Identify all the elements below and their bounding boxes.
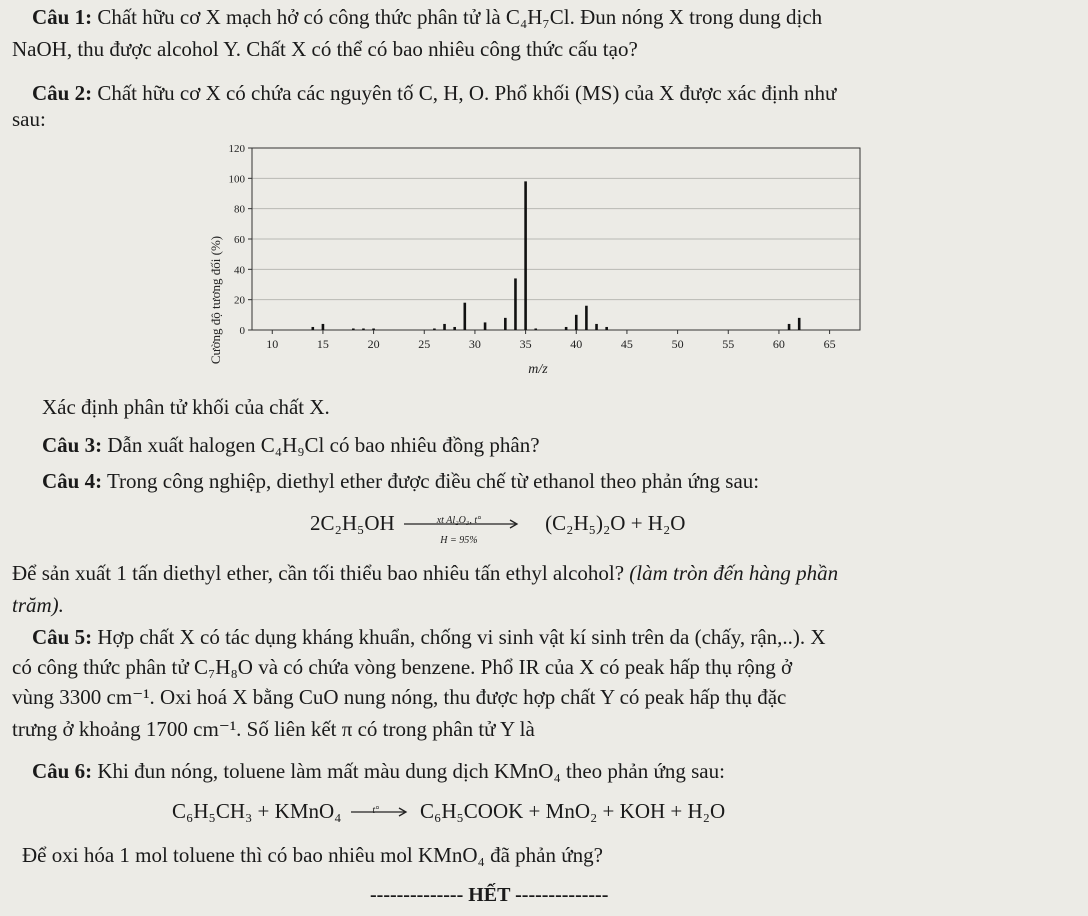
- q1-line1: [32, 4, 822, 30]
- end-marker: [370, 884, 608, 907]
- q4-note2: trăm).: [12, 593, 64, 617]
- y-tick-label-80: 80: [234, 203, 245, 216]
- y-tick-label-100: 100: [228, 173, 245, 186]
- q2-text1: Chất hữu cơ X có chứa các nguyên tố C, H, O. Phổ khối (MS) của X được xác định như: [97, 81, 837, 105]
- q5-line3: vùng 3300 cm⁻¹. Oxi hoá X bằng CuO nung nóng, thu được hợp chất Y có peak hấp thụ đặc: [12, 685, 787, 709]
- x-tick-label-10: 10: [266, 337, 279, 351]
- y-tick-label-120: 120: [228, 143, 245, 155]
- y-tick-label-60: 60: [234, 234, 245, 246]
- q3-line: [42, 432, 540, 458]
- x-tick-label-55: 55: [722, 337, 735, 351]
- q2-line1: [32, 80, 836, 106]
- q6-arrow: [347, 800, 415, 826]
- q6-label: Câu 6:: [32, 759, 93, 783]
- q4-line2: [12, 560, 838, 586]
- x-tick-label-30: 30: [468, 337, 481, 351]
- x-axis-label: m/z: [528, 362, 548, 377]
- peak-layer: [313, 181, 799, 330]
- q1-text1: Chất hữu cơ X mạch hở có công thức phân tử là C₄H₇Cl. Đun nóng X trong dung dịch: [97, 5, 823, 29]
- q4-line1: [42, 468, 759, 494]
- q5-label: Câu 5:: [32, 625, 93, 649]
- q1-line2: NaOH, thu được alcohol Y. Chất X có thể có bao nhiêu công thức cấu tạo?: [12, 37, 638, 61]
- x-tick-label-65: 65: [823, 337, 836, 351]
- x-tick-label-15: 15: [316, 337, 329, 351]
- q6-equation: [172, 798, 725, 826]
- end-text: HẾT: [468, 884, 511, 906]
- q4-note1: (làm tròn đến hàng phần: [629, 561, 839, 585]
- q4-arrow: [400, 512, 540, 547]
- q4-text2: Để sản xuất 1 tấn diethyl ether, cần tối thiểu bao nhiêu tấn ethyl alcohol?: [12, 561, 625, 585]
- y-tick-label-0: 0: [239, 325, 245, 337]
- q3-text: Dẫn xuất halogen C₄H₉Cl có bao nhiêu đồng phân?: [107, 433, 540, 457]
- q2-question: Xác định phân tử khối của chất X.: [42, 395, 330, 419]
- q6-text1: Khi đun nóng, toluene làm mất màu dung dịch KMnO₄ theo phản ứng sau:: [97, 759, 725, 783]
- x-tick-label-25: 25: [418, 337, 431, 351]
- q4-eq-cond-bot: H = 95%: [440, 535, 478, 547]
- x-tick-label-60: 60: [772, 337, 785, 351]
- y-tick-label-20: 20: [234, 294, 245, 307]
- y-axis-label: Cường độ tương đối (%): [208, 235, 223, 365]
- q4-label: Câu 4:: [42, 469, 103, 493]
- q6-line2: Để oxi hóa 1 mol toluene thì có bao nhiêu mol KMnO₄ đã phản ứng?: [22, 843, 603, 867]
- q1-label: Câu 1:: [32, 5, 93, 29]
- x-tick-label-50: 50: [671, 337, 684, 351]
- q6-line1: [32, 758, 725, 784]
- grid-layer: [252, 148, 860, 300]
- q4-eq-cond-top: xt Al₂O₃, t°: [436, 515, 482, 527]
- q5-line4: trưng ở khoảng 1700 cm⁻¹. Số liên kết π có trong phân tử Y là: [12, 717, 535, 741]
- x-tick-label-40: 40: [570, 337, 583, 351]
- q5-text1: Hợp chất X có tác dụng kháng khuẩn, chống vi sinh vật kí sinh trên da (chấy, rận,..). X: [97, 625, 826, 649]
- q4-equation: [310, 510, 686, 547]
- y-tick-label-40: 40: [234, 264, 245, 277]
- q6-eq-left: C₆H₅CH₃ + KMnO₄: [172, 799, 342, 823]
- axis-layer: [229, 143, 861, 351]
- q4-eq-right: (C₂H₅)₂O + H₂O: [545, 511, 686, 535]
- q3-label: Câu 3:: [42, 433, 103, 457]
- mass-spectrum-chart: [180, 140, 880, 380]
- x-tick-label-45: 45: [620, 337, 633, 351]
- mass-spectrum-svg: [180, 140, 880, 380]
- q2-label: Câu 2:: [32, 81, 93, 105]
- end-dash-right: --------------: [515, 884, 609, 906]
- q4-text1: Trong công nghiệp, diethyl ether được điều chế từ ethanol theo phản ứng sau:: [106, 469, 760, 493]
- end-dash-left: --------------: [370, 884, 464, 906]
- q5-line1: [32, 624, 826, 650]
- x-tick-label-35: 35: [519, 337, 532, 351]
- x-tick-label-20: 20: [367, 337, 380, 351]
- q2-line2: sau:: [12, 107, 46, 131]
- arrow-right-icon: [347, 806, 411, 818]
- q4-eq-left: 2C₂H₅OH: [310, 511, 395, 535]
- q6-eq-right: C₆H₅COOK + MnO₂ + KOH + H₂O: [419, 799, 726, 823]
- q5-line2: có công thức phân tử C₇H₈O và có chứa vòng benzene. Phổ IR của X có peak hấp thụ rộng ở: [12, 655, 793, 679]
- q6-eq-cond: t°: [372, 805, 380, 817]
